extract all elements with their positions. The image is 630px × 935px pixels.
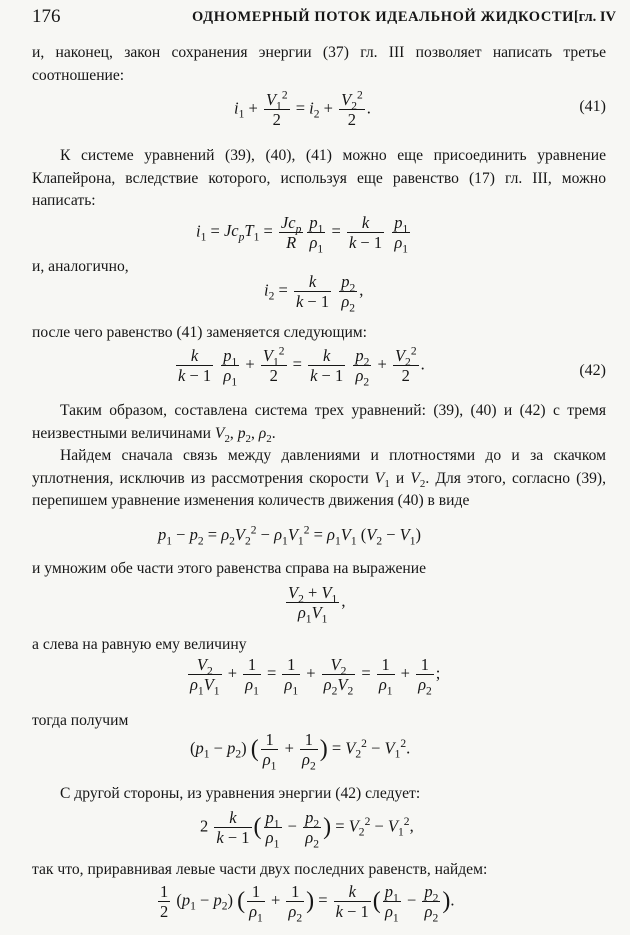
equation-momentum: $p_1 - p_2 = \rho_2V_2^2 - \rho_1V_1^2 = \rho_1V_1$ $(V_2 - V_1)$ (158, 524, 422, 548)
paragraph-5b: Найдем сначала связь между давлениями и плотностями до и за скачком уплотнения, исключив из рассмотрения скорости $V_1$ и $V_2$. Для этого, согласно (39), перепишем уравнение изменения количеств движения (40) в виде (32, 447, 607, 509)
running-title: ОДНОМЕРНЫЙ ПОТОК ИДЕАЛЬНОЙ ЖИДКОСТИ (192, 9, 575, 25)
equation-clapeyron-1: $i_1 = Jc_pT_1$ = $\frac{Jc_p}{R}$ $\frac{p_1}{\rho_1}$ = $\frac{k}{k - 1}$ $\frac{p_1}{\rho_1}$ (196, 213, 409, 256)
equation-42: $\frac{k}{k - 1}$ $\frac{p_1}{\rho_1}$ + $\frac{V_1^2}{2}$ = $\frac{k}{k - 1}$ $\frac{p_2}{\rho_2}$ + $\frac{V_2^2}{2}$ . (178, 345, 425, 389)
equation-result-3: $\frac{1}{2}$ $(p_1 - p_2)$ ( $\frac{1}{\rho_1}$ + $\frac{1}{\rho_2}$ ) = $\frac{k}{k - 1}$ ( $\frac{p_1}{\rho_1}$ − $\frac{p_2}{\rho_2}$ ). (160, 882, 455, 925)
paragraph-5b-text: Найдем сначала связь между давлениями и плотностями до и за скачком уплотнения, исключив из рассмотрения скорости (32, 447, 606, 487)
paragraph-9: С другой стороны, из уравнения энергии (42) следует: (60, 785, 421, 802)
equation-result-1: $(p_1 - p_2)$ ( $\frac{1}{\rho_1}$ + $\frac{1}{\rho_2}$ ) = $V_2^2 - V_1^2$. (190, 730, 411, 773)
equation-number-42: (42) (579, 362, 606, 379)
equation-multiplier: $\frac{V_2 + V_1}{\rho_1V_1}$ , (288, 583, 346, 626)
chapter-label: [гл. IV (573, 9, 616, 25)
paragraph-5a: Таким образом, составлена система трех уравнений: (39), (40) и (42) с тремя неизвестными величинами $V_2$, $p_2$, $\rho_2$. (32, 402, 606, 445)
paragraph-2: К системе уравнений (39), (40), (41) можно еще присоединить уравнение Клапейрона, вследствие которого, используя еще равенство (17) гл. III, можно написать: (32, 147, 606, 209)
equation-result-2: 2 $\frac{k}{k - 1}$ ( $\frac{p_1}{\rho_1}$ − $\frac{p_2}{\rho_2}$ ) = $V_2^2 - V_1^2$, (200, 808, 414, 851)
paragraph-5a-text: Таким образом, составлена система трех уравнений: (39), (40) и (42) с тремя неизвестными величинами (32, 402, 606, 442)
paragraph-1: и, наконец, закон сохранения энергии (37) гл. III позволяет написать третье соотношение: (32, 44, 606, 84)
paragraph-5c-text: Для этого, согласно (39), перепишем уравнение изменения количеств движения (40) в виде (32, 469, 607, 509)
equation-clapeyron-2: $i_2$ = $\frac{k}{k - 1}$ $\frac{p_2}{\rho_2}$ , (264, 272, 364, 315)
page-number: 176 (32, 6, 61, 27)
equation-41: $i_1$ + $\frac{V_1^2}{2}$ = $i_2$ + $\frac{V_2^2}{2}$ . (234, 89, 371, 129)
paragraph-10: так что, приравнивая левые части двух последних равенств, найдем: (32, 861, 488, 878)
equation-number-41: (41) (579, 98, 606, 115)
paragraph-8: тогда получим (32, 712, 129, 729)
equation-equal-value: $\frac{V_2}{\rho_1V_1}$ + $\frac{1}{\rho_1}$ = $\frac{1}{\rho_1}$ + $\frac{V_2}{\rho_2V_2}$ = $\frac{1}{\rho_1}$ + $\frac{1}{\rho_2}$ ; (190, 655, 441, 698)
running-header (32, 6, 616, 32)
paragraph-3: и, аналогично, (32, 258, 129, 275)
paragraph-6: и умножим обе части этого равенства справа на выражение (32, 560, 426, 577)
paragraph-4: после чего равенство (41) заменяется следующим: (32, 324, 367, 341)
paragraph-7: а слева на равную ему величину (32, 636, 247, 653)
